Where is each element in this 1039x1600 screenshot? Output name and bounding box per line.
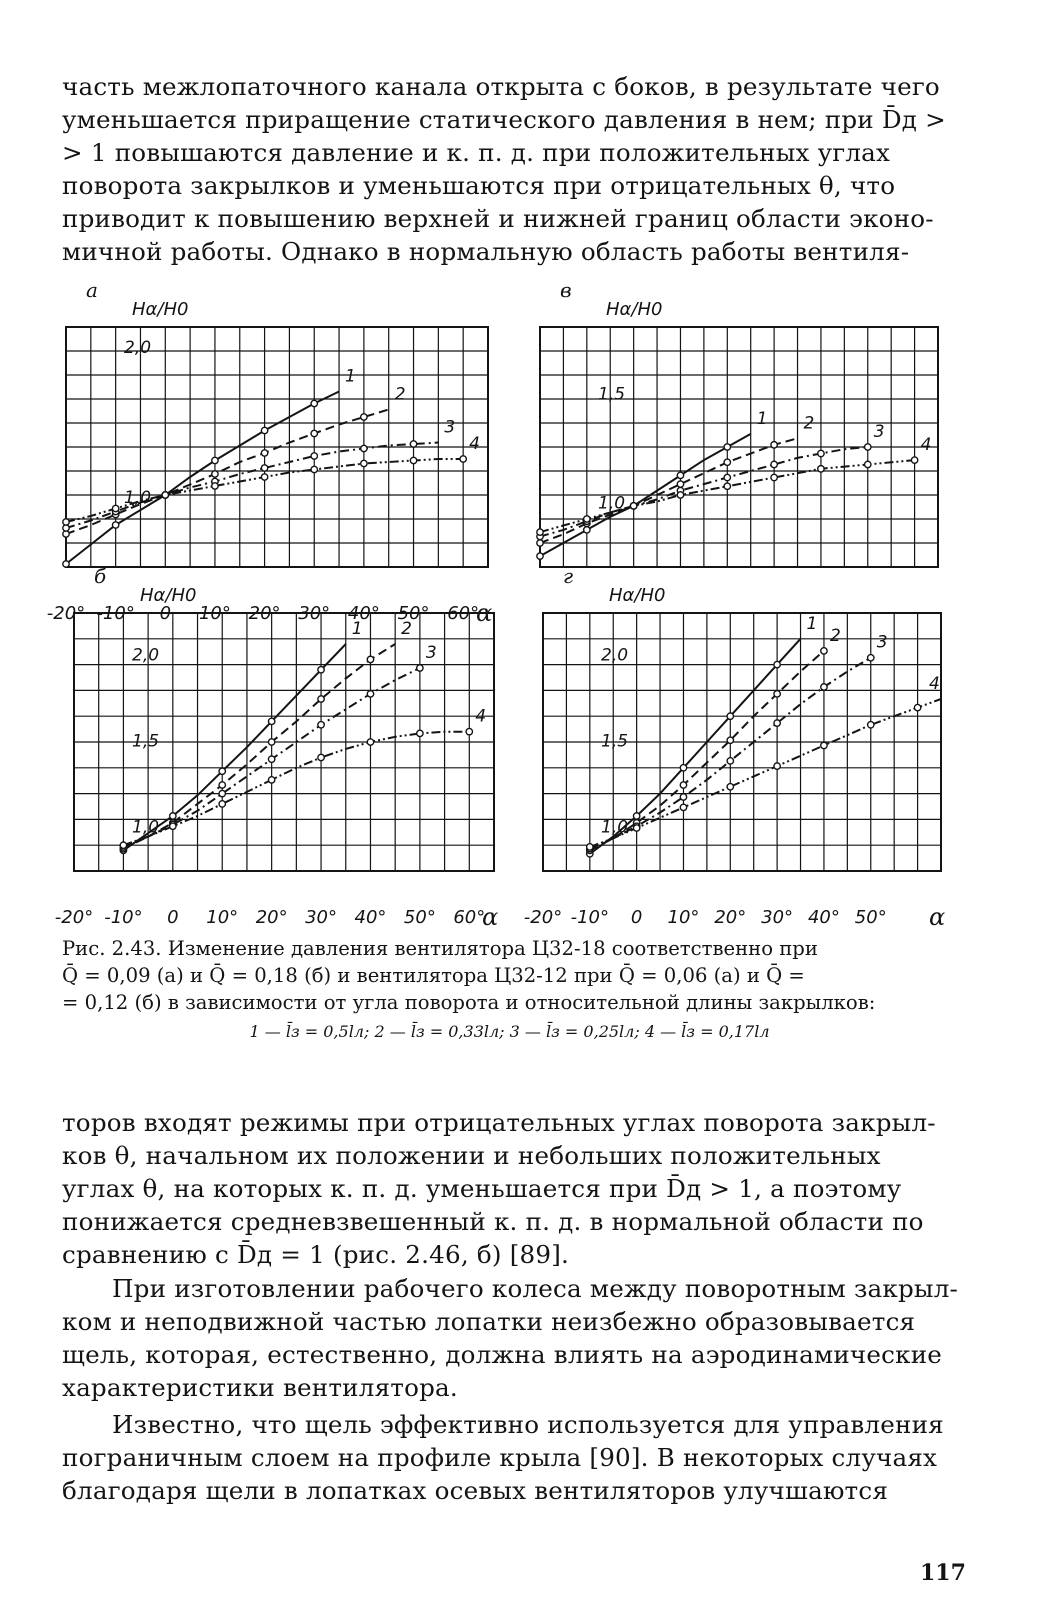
data-point: [311, 453, 317, 459]
data-point: [584, 527, 590, 533]
data-point: [212, 483, 218, 489]
page-number: 117: [920, 1560, 966, 1586]
caption-line: Рис. 2.43. Изменение давления вентилятора Ц32-18 соответственно при: [62, 937, 818, 960]
data-point: [318, 722, 324, 728]
data-point: [680, 804, 686, 810]
data-point: [821, 648, 827, 654]
x-axis-label: α: [476, 599, 493, 627]
panel-label: в: [560, 278, 572, 302]
text-line: Известно, что щель эффективно используется для управления: [112, 1410, 944, 1439]
data-point: [162, 492, 168, 498]
x-tick-label: 20°: [255, 907, 288, 928]
y-tick-label: 1,5: [598, 384, 626, 405]
data-point: [410, 457, 416, 463]
curve-label: 3: [876, 632, 888, 653]
data-point: [318, 696, 324, 702]
curve-label: 1: [756, 408, 768, 429]
x-tick-label: 0: [630, 907, 643, 928]
text-line: торов входят режимы при отрицательных углах поворота закрыл-: [62, 1108, 936, 1137]
data-point: [367, 656, 373, 662]
data-point: [361, 414, 367, 420]
panel-label: г: [563, 564, 574, 588]
data-point: [112, 522, 118, 528]
data-point: [311, 466, 317, 472]
series-line: [66, 443, 438, 529]
x-tick-label: 10°: [206, 907, 239, 928]
data-point: [821, 684, 827, 690]
x-tick-label: -10°: [96, 603, 135, 624]
data-point: [724, 444, 730, 450]
data-point: [771, 474, 777, 480]
data-point: [268, 739, 274, 745]
data-point: [120, 842, 126, 848]
curve-label: 4: [469, 434, 481, 454]
data-point: [219, 801, 225, 807]
text-line: благодаря щели в лопатках осевых вентиляторов улучшаются: [62, 1476, 889, 1505]
chart-panel: [47, 278, 492, 627]
data-point: [868, 722, 874, 728]
data-point: [367, 739, 373, 745]
text-line: поворота закрылков и уменьшаются при отрицательных θ, что: [62, 171, 896, 200]
data-point: [680, 765, 686, 771]
data-point: [677, 472, 683, 478]
x-tick-label: -20°: [46, 603, 86, 624]
y-tick-label: 1,5: [132, 731, 160, 752]
data-point: [727, 758, 733, 764]
curve-label: 2: [394, 384, 406, 405]
chart-panel: [537, 278, 938, 567]
curve-label: 1: [351, 618, 363, 639]
series-line: [123, 644, 395, 849]
data-point: [821, 742, 827, 748]
text-line: пограничным слоем на профиле крыла [90]. В некоторых случаях: [62, 1443, 938, 1472]
data-point: [633, 825, 639, 831]
data-point: [466, 728, 472, 734]
data-point: [170, 823, 176, 829]
y-tick-label: 1,0: [598, 493, 626, 514]
y-tick-label: 2,0: [601, 645, 629, 666]
data-point: [318, 667, 324, 673]
data-point: [774, 661, 780, 667]
data-point: [680, 782, 686, 788]
series-line: [66, 392, 339, 565]
data-point: [219, 782, 225, 788]
data-point: [724, 483, 730, 489]
text-line: При изготовлении рабочего колеса между поворотным закрыл-: [112, 1274, 959, 1303]
x-tick-label: 20°: [248, 603, 281, 624]
x-tick-label: 50°: [397, 603, 430, 624]
x-tick-label: 40°: [354, 907, 387, 928]
data-point: [724, 474, 730, 480]
y-axis-label: Hα/H0: [132, 299, 189, 320]
y-axis-label: Hα/H0: [140, 585, 197, 606]
data-point: [774, 763, 780, 769]
data-point: [677, 481, 683, 487]
data-point: [268, 777, 274, 783]
x-tick-label: 0: [159, 603, 172, 624]
data-point: [774, 720, 780, 726]
curve-label: 1: [345, 366, 356, 387]
curve-label: 1: [806, 613, 818, 634]
x-axis-label: α: [929, 903, 946, 931]
data-point: [818, 466, 824, 472]
curve-label: 2: [401, 618, 413, 639]
text-line: уменьшается приращение статического давления в нем; при D̄д >: [62, 105, 946, 134]
bottom-paragraph-2: [62, 1272, 959, 1404]
text-line: мичной работы. Однако в нормальную область работы вентиля-: [62, 237, 910, 266]
data-point: [630, 503, 636, 509]
text-line: характеристики вентилятора.: [62, 1373, 458, 1402]
data-point: [261, 474, 267, 480]
data-point: [261, 450, 267, 456]
data-point: [865, 444, 871, 450]
data-point: [219, 768, 225, 774]
x-tick-label: 30°: [305, 907, 338, 928]
y-tick-label: 1,0: [132, 817, 160, 838]
top-paragraph: [62, 70, 952, 268]
data-point: [724, 459, 730, 465]
data-point: [268, 718, 274, 724]
curve-label: 4: [920, 435, 932, 456]
data-point: [771, 442, 777, 448]
text-line: понижается средневзвешенный к. п. д. в нормальной области по: [62, 1207, 924, 1236]
data-point: [677, 492, 683, 498]
series-line: [590, 699, 941, 847]
data-point: [633, 813, 639, 819]
x-tick-label: 20°: [714, 907, 747, 928]
data-point: [537, 540, 543, 546]
text-line: > 1 повышаются давление и к. п. д. при положительных углах: [62, 138, 891, 167]
text-line: сравнению с D̄д = 1 (рис. 2.46, б) [89].: [62, 1240, 570, 1269]
text-line: ком и неподвижной частью лопатки неизбежно образовывается: [62, 1307, 916, 1336]
y-tick-label: 1,0: [124, 488, 152, 508]
text-line: часть межлопаточного канала открыта с боков, в результате чего: [62, 72, 940, 101]
figure-legend: 1 — l̄з = 0,5lл; 2 — l̄з = 0,33lл; 3 — l̄з = 0,25lл; 4 — l̄з = 0,17lл: [249, 1022, 770, 1041]
data-point: [367, 691, 373, 697]
x-tick-label: 50°: [403, 907, 436, 928]
curve-label: 3: [873, 422, 885, 442]
data-point: [727, 737, 733, 743]
data-point: [774, 691, 780, 697]
x-tick-label: 40°: [807, 907, 840, 928]
data-point: [212, 457, 218, 463]
caption-line: = 0,12 (б) в зависимости от угла поворота и относительной длины закрылков:: [62, 991, 876, 1014]
data-point: [410, 441, 416, 447]
text-line: приводит к повышению верхней и нижней границ области эконо-: [62, 204, 934, 233]
data-point: [261, 427, 267, 433]
data-point: [268, 756, 274, 762]
x-tick-label: 30°: [761, 907, 794, 928]
data-point: [680, 794, 686, 800]
curve-label: 2: [803, 413, 815, 434]
x-tick-label: -10°: [570, 907, 610, 928]
data-point: [261, 465, 267, 471]
data-point: [311, 400, 317, 406]
x-tick-label: 0: [167, 907, 179, 928]
y-tick-label: 1,5: [601, 731, 629, 752]
curve-label: 4: [929, 674, 940, 694]
y-tick-label: 2,0: [132, 645, 160, 666]
chart-panel: [524, 564, 945, 931]
x-tick-label: 60°: [447, 603, 480, 624]
data-point: [361, 445, 367, 451]
curve-label: 3: [425, 643, 437, 664]
y-axis-label: Hα/H0: [606, 299, 663, 320]
data-point: [537, 529, 543, 535]
curve-label: 3: [444, 417, 456, 438]
curve-label: 2: [829, 625, 841, 646]
data-point: [584, 516, 590, 522]
x-tick-label: 50°: [854, 907, 887, 928]
data-point: [818, 450, 824, 456]
data-point: [537, 553, 543, 559]
caption-line: Q̄ = 0,09 (а) и Q̄ = 0,18 (б) и вентилятора Ц32-12 при Q̄ = 0,06 (а) и Q̄ =: [62, 964, 805, 987]
x-tick-label: -10°: [104, 907, 143, 928]
x-tick-label: -20°: [523, 907, 563, 928]
bottom-paragraph-3: [62, 1408, 952, 1507]
y-axis-label: Hα/H0: [609, 585, 666, 606]
data-point: [170, 813, 176, 819]
curve-label: 4: [475, 706, 487, 727]
data-point: [587, 844, 593, 850]
data-point: [311, 430, 317, 436]
data-point: [727, 713, 733, 719]
x-tick-label: 10°: [667, 907, 700, 928]
data-point: [417, 730, 423, 736]
panel-label: а: [86, 278, 98, 302]
y-tick-label: 1,0: [601, 817, 629, 838]
data-point: [460, 456, 466, 462]
data-point: [112, 505, 118, 511]
data-point: [63, 561, 69, 567]
data-point: [727, 784, 733, 790]
x-axis-label: α: [482, 903, 499, 931]
panel-label: б: [94, 564, 107, 588]
data-point: [868, 655, 874, 661]
figure-caption: [62, 935, 957, 1045]
data-point: [911, 457, 917, 463]
series-line: [540, 438, 798, 543]
data-point: [63, 519, 69, 525]
x-tick-label: -20°: [54, 907, 94, 928]
data-point: [914, 704, 920, 710]
data-point: [219, 790, 225, 796]
data-point: [771, 461, 777, 467]
text-line: углах θ, на которых к. п. д. уменьшается при D̄д > 1, а поэтому: [62, 1174, 902, 1203]
data-point: [212, 471, 218, 477]
data-point: [318, 754, 324, 760]
data-point: [361, 460, 367, 466]
bottom-paragraph-1: [62, 1106, 952, 1271]
x-tick-label: 60°: [453, 907, 486, 928]
x-tick-label: 30°: [298, 603, 331, 624]
x-tick-label: 10°: [198, 603, 231, 624]
figure-2-43: [0, 270, 1039, 935]
y-tick-label: 2,0: [124, 338, 152, 358]
text-line: ков θ, начальном их положении и небольших положительных: [62, 1141, 881, 1170]
data-point: [865, 461, 871, 467]
data-point: [417, 665, 423, 671]
x-tick-label: 40°: [347, 603, 380, 624]
text-line: щель, которая, естественно, должна влиять на аэродинамические: [62, 1340, 943, 1369]
